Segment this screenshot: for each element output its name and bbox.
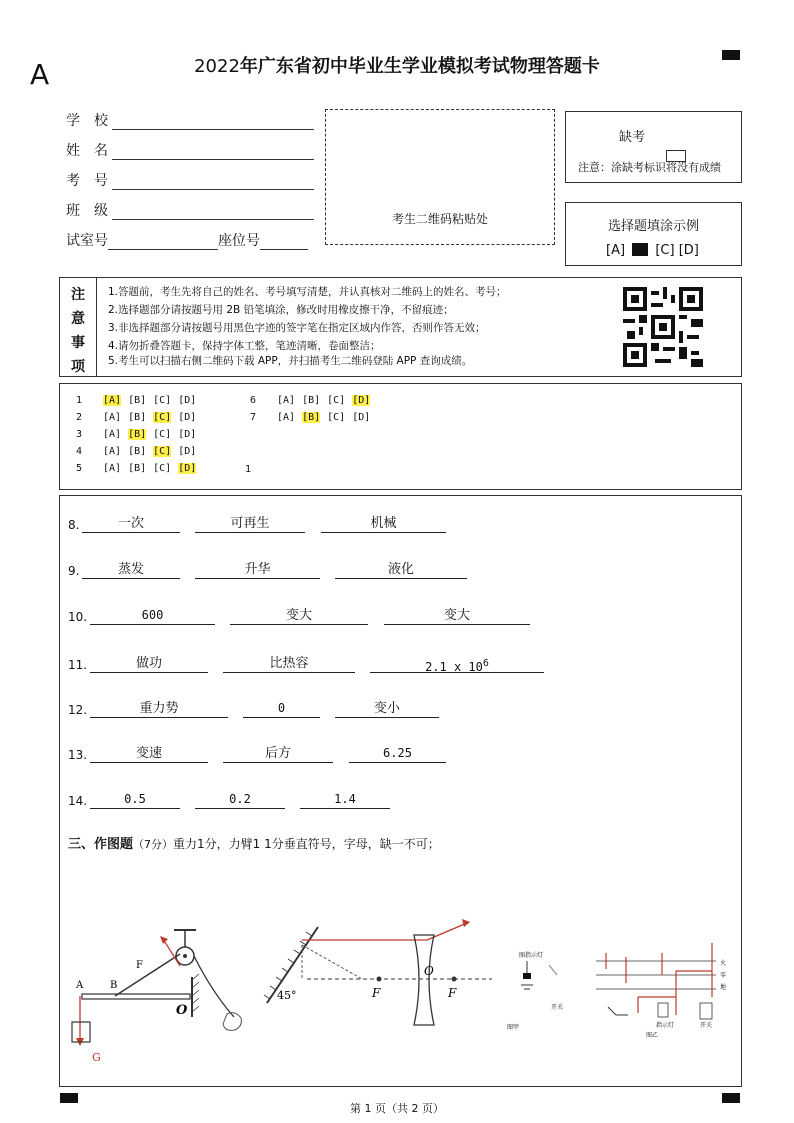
notice-heading-char: 项 <box>71 359 85 375</box>
mc-question-row <box>76 429 203 440</box>
circuit-a-caption: 图甲 <box>507 1024 520 1031</box>
stray-mark: 1 <box>245 464 252 475</box>
name-row <box>66 140 314 160</box>
mc-option[interactable]: [B] <box>302 395 321 406</box>
mc-option[interactable]: [A] <box>103 429 122 440</box>
school-row <box>66 110 314 130</box>
mc-option[interactable]: [A] <box>277 412 296 423</box>
mc-question-number: 3 <box>76 429 83 440</box>
notice-heading-char: 意 <box>71 311 85 327</box>
download-qr-code-icon[interactable] <box>622 287 704 367</box>
notice-line: 1.答题前，考生先将自己的姓名、考号填写清楚，并认真核对二维码上的姓名、考号； <box>108 286 507 298</box>
lever-pulley-diagram[interactable] <box>62 922 252 1062</box>
q8-answer-1[interactable]: 一次 <box>82 515 180 533</box>
lens-label-f-left: F <box>372 986 381 1000</box>
q14-answer-1[interactable]: 0.5 <box>90 791 180 809</box>
title-year: 2022 <box>194 56 240 77</box>
mc-question-number: 4 <box>76 446 83 457</box>
lever-rope <box>115 954 180 996</box>
absent-box <box>565 111 742 183</box>
lever-bar <box>82 994 190 999</box>
seat-field[interactable] <box>260 233 308 250</box>
q8-answer-3[interactable]: 机械 <box>321 515 446 533</box>
lever-label-a: A <box>76 980 84 991</box>
room-label: 试室号 <box>66 233 108 249</box>
notice-heading <box>66 283 90 379</box>
q12-answer-2[interactable]: 0 <box>243 700 320 718</box>
lever-label-b: B <box>110 980 118 991</box>
section3-note: 重力1分，力臂1 1分垂直符号，字母，缺一不可； <box>173 837 440 851</box>
fill-example-option-a: [A] <box>606 243 626 258</box>
fill-example-box <box>565 202 742 266</box>
class-field[interactable] <box>112 203 314 220</box>
mc-question-number: 5 <box>76 463 83 474</box>
mc-option[interactable]: [A] <box>277 395 296 406</box>
notice-line: 3.非选择题部分请按题号用黑色字迹的签字笔在指定区域内作答，否则作答无效； <box>108 322 486 334</box>
mc-option[interactable]: [C] <box>153 412 172 423</box>
q10-answer-2[interactable]: 变大 <box>230 607 368 625</box>
circuit-b-label-ground: 地 <box>720 984 727 991</box>
concave-lens <box>414 935 434 1025</box>
q13-number: 13. <box>68 748 88 762</box>
qr-paste-area <box>325 109 555 245</box>
lever-label-g: G <box>92 1051 101 1062</box>
q9-answer-2[interactable]: 升华 <box>195 561 320 579</box>
q10-answer-1[interactable]: 600 <box>90 607 215 625</box>
mirror-lens-diagram[interactable] <box>262 915 502 1027</box>
mc-question-row <box>250 395 377 406</box>
mc-option[interactable]: [B] <box>128 429 147 440</box>
mc-question-number: 7 <box>250 412 257 423</box>
room-field[interactable] <box>108 233 218 250</box>
q12-answer-3[interactable]: 变小 <box>335 700 439 718</box>
q14-answer-2[interactable]: 0.2 <box>195 791 285 809</box>
circuit-b-label-live: 火 <box>720 960 727 967</box>
school-field[interactable] <box>112 113 314 130</box>
mc-option[interactable]: [C] <box>153 395 172 406</box>
name-label: 姓 名 <box>66 143 108 159</box>
title-text: 年广东省初中毕业生学业模拟考试物理答题卡 <box>239 56 600 77</box>
class-label: 班 级 <box>66 203 108 219</box>
mc-option[interactable]: [C] <box>153 429 172 440</box>
lever-label-f: F <box>136 960 143 971</box>
notice-divider <box>96 278 97 376</box>
mc-option[interactable]: [B] <box>128 395 147 406</box>
mc-question-row <box>250 412 377 423</box>
lever-label-o: O <box>176 1003 188 1018</box>
exam-no-label: 考 号 <box>66 173 108 189</box>
mc-question-row <box>76 463 203 474</box>
mc-option[interactable]: [D] <box>178 412 197 423</box>
school-label: 学 校 <box>66 113 108 129</box>
q12-number: 12. <box>68 703 88 717</box>
mc-option[interactable]: [D] <box>178 446 197 457</box>
section3-heading-row <box>68 833 440 852</box>
q11-number: 11. <box>68 658 88 672</box>
seat-label: 座位号 <box>218 233 260 249</box>
fill-example-title: 选择题填涂示例 <box>607 219 699 234</box>
mc-option[interactable]: [B] <box>128 463 147 474</box>
fill-example-option-d: [D] <box>678 243 699 258</box>
fill-example-option-c: [C] <box>655 243 675 258</box>
q13-answer-2[interactable]: 后方 <box>223 745 333 763</box>
q9-answer-3[interactable]: 液化 <box>335 561 467 579</box>
mc-option[interactable]: [D] <box>178 395 197 406</box>
section3-points: （7分） <box>133 838 174 851</box>
absent-title: 缺考 <box>619 130 646 145</box>
notice-line: 2.选择题部分请按题号用 2B 铅笔填涂，修改时用橡皮擦干净，不留痕迹； <box>108 304 454 316</box>
circuit-b-label-neutral: 零 <box>720 972 727 979</box>
q8-answer-2[interactable]: 可再生 <box>195 515 305 533</box>
mc-option[interactable]: [B] <box>128 446 147 457</box>
mc-option[interactable]: [B] <box>302 412 321 423</box>
mc-option[interactable]: [D] <box>352 395 371 406</box>
mc-option[interactable]: [D] <box>352 412 371 423</box>
q9-number: 9. <box>68 564 80 578</box>
circuit-a-label-switch: 开关 <box>551 1004 564 1011</box>
qr-paste-label: 考生二维码粘贴处 <box>391 212 488 226</box>
mc-option[interactable]: [A] <box>103 463 122 474</box>
q12-answer-1[interactable]: 重力势 <box>90 700 228 718</box>
section3-heading: 三、作图题 <box>68 837 134 852</box>
circuit-b-caption: 图乙 <box>646 1032 659 1039</box>
lens-label-f-right: F <box>448 986 457 1000</box>
page-title <box>0 52 794 78</box>
q11-answer-3[interactable] <box>370 655 544 673</box>
mc-option[interactable]: [A] <box>103 412 122 423</box>
mc-question-row <box>76 412 203 423</box>
q11-value-exponent: 6 <box>482 658 489 669</box>
mc-question-row <box>76 395 203 406</box>
mirror-angle-label: 45° <box>277 989 297 1002</box>
mc-option[interactable]: [D] <box>178 463 197 474</box>
mc-option[interactable]: [D] <box>178 429 197 440</box>
q10-number: 10. <box>68 610 88 624</box>
page-footer: 第 1 页（共 2 页） <box>350 1102 444 1115</box>
fill-example-options <box>606 243 699 258</box>
mc-option[interactable]: [C] <box>327 412 346 423</box>
room-seat-row <box>66 230 308 250</box>
notice-heading-char: 注 <box>71 287 85 303</box>
mc-option[interactable]: [A] <box>103 395 122 406</box>
mc-question-number: 6 <box>250 395 257 406</box>
absent-note: 注意：涂缺考标识将没有成绩 <box>578 161 721 174</box>
exam-no-field[interactable] <box>112 173 314 190</box>
name-field[interactable] <box>112 143 314 160</box>
mc-option[interactable]: [C] <box>327 395 346 406</box>
circuit-a-label-indicator: 图指示灯 <box>519 952 544 959</box>
q11-value-base: 2.1 x 10 <box>425 660 483 674</box>
version-letter: A <box>30 58 50 91</box>
q8-number: 8. <box>68 518 80 532</box>
circuit-diagram-a[interactable] <box>505 945 585 1035</box>
lens-label-o: O <box>424 964 434 978</box>
q13-answer-1[interactable]: 变速 <box>90 745 208 763</box>
mc-question-row <box>76 446 203 457</box>
circuit-b-label-indicator: 指示灯 <box>656 1022 675 1029</box>
class-row <box>66 200 314 220</box>
q11-answer-1[interactable]: 做功 <box>90 655 208 673</box>
mc-question-number: 2 <box>76 412 83 423</box>
q9-answer-1[interactable]: 蒸发 <box>82 561 180 579</box>
notice-heading-char: 事 <box>71 335 85 351</box>
mc-question-number: 1 <box>76 395 83 406</box>
circuit-diagram-b[interactable] <box>596 935 736 1045</box>
q14-number: 14. <box>68 794 88 808</box>
mc-option[interactable]: [A] <box>103 446 122 457</box>
mc-option[interactable]: [C] <box>153 446 172 457</box>
notice-line: 4.请勿折叠答题卡，保持字体工整，笔迹清晰，卷面整洁； <box>108 340 381 352</box>
notice-line: 5.考生可以扫描右侧二维码下载 APP，并扫描考生二维码登陆 APP 查询成绩。 <box>108 355 473 367</box>
q10-answer-3[interactable]: 变大 <box>384 607 530 625</box>
q11-answer-2[interactable]: 比热容 <box>223 655 355 673</box>
q14-answer-3[interactable]: 1.4 <box>300 791 390 809</box>
q13-answer-3[interactable]: 6.25 <box>349 745 446 763</box>
mc-option[interactable]: [C] <box>153 463 172 474</box>
circuit-b-label-switch: 开关 <box>700 1022 713 1029</box>
filled-mark-icon <box>632 243 648 256</box>
exam-no-row <box>66 170 314 190</box>
mc-option[interactable]: [B] <box>128 412 147 423</box>
